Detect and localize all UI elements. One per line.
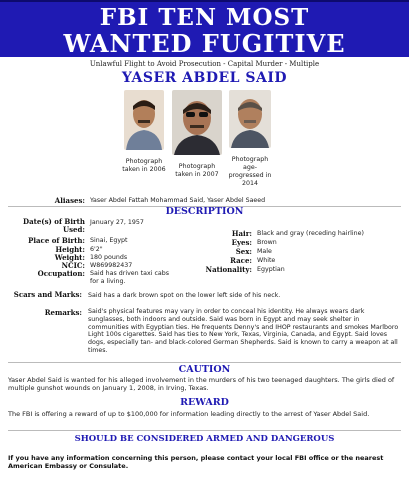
photo-caption: Photograph age-progressed in 2014 — [228, 156, 272, 187]
portrait-image — [172, 90, 222, 155]
description-heading: DESCRIPTION — [165, 206, 244, 217]
occupation-label: Occupation: — [37, 269, 85, 278]
fugitive-name: YASER ABDEL SAID — [121, 70, 288, 86]
scars-label: Scars and Marks: — [13, 290, 82, 299]
portrait-image — [229, 90, 271, 148]
race-label: Race: — [230, 256, 252, 265]
eyes-value: Brown — [257, 239, 277, 246]
ncic-value: W869982437 — [90, 262, 133, 269]
banner-line-2: WANTED FUGITIVE — [63, 29, 346, 58]
reward-heading: REWARD — [180, 397, 229, 408]
hair-value: Black and gray (receding hairline) — [257, 230, 364, 237]
photo-caption: Photograph taken in 2006 — [122, 158, 166, 173]
caution-heading: CAUTION — [178, 364, 231, 375]
eyes-label: Eyes: — [231, 238, 252, 247]
contact-text: If you have any information concerning this person, please contact your local FBI office or the nearest American Embassy or Consulate. — [8, 454, 384, 471]
photo-caption: Photograph taken in 2007 — [175, 163, 219, 178]
remarks-label: Remarks: — [44, 308, 82, 317]
sex-value: Male — [257, 248, 272, 255]
birthplace-label: Place of Birth: — [28, 236, 85, 245]
height-value: 6'2" — [90, 246, 103, 253]
sex-label: Sex: — [235, 247, 252, 256]
banner-line-1: FBI TEN MOST — [99, 4, 310, 31]
photo-2006 — [124, 90, 164, 150]
photo-age-progressed-2014 — [229, 90, 271, 148]
portrait-image — [124, 90, 164, 150]
caution-text: Yaser Abdel Said is wanted for his alleged involvement in the murders of his two teenaged daughters. The girls died of multiple gunshot wounds on January 1, 2008, in Irving, Texas. — [8, 376, 395, 393]
height-label: Height: — [55, 245, 85, 254]
nationality-value: Egyptian — [257, 266, 285, 273]
birthplace-value: Sinai, Egypt — [90, 237, 128, 244]
offense-text: Unlawful Flight to Avoid Prosecution - Capital Murder - Multiple — [89, 60, 320, 68]
dob-label: Date(s) of Birth Used: — [23, 217, 85, 234]
race-value: White — [257, 257, 276, 264]
weight-label: Weight: — [54, 253, 85, 262]
scars-value: Said has a dark brown spot on the lower left side of his neck. — [88, 292, 281, 299]
occupation-value: Said has driven taxi cabs for a living. — [90, 270, 170, 285]
aliases-label: Aliases: — [54, 196, 85, 205]
remarks-value: Said's physical features may vary in order to conceal his identity. He always wears dark sunglasses, both indoors and outside. Said was born in Egypt and may seek shelter in communities with Egyptian ties. He frequents Denny's and IHOP restaurants and smokes Marlboro Light 100s cigarettes. Said has ties to New York, Texas, Virginia, Canada, and Egypt. Said loves dogs, especially tan- and black-colored German Shepherds. Said is known to carry a weapon at all times. — [88, 308, 399, 354]
armed-warning: SHOULD BE CONSIDERED ARMED AND DANGEROUS — [74, 434, 335, 444]
hair-label: Hair: — [231, 229, 252, 238]
weight-value: 180 pounds — [90, 254, 128, 261]
divider — [8, 362, 401, 363]
reward-text: The FBI is offering a reward of up to $100,000 for information leading directly to the arrest of Yaser Abdel Said. — [8, 410, 370, 418]
divider — [8, 430, 401, 431]
dob-value: January 27, 1957 — [90, 219, 144, 226]
photo-2007 — [172, 90, 222, 155]
nationality-label: Nationality: — [205, 265, 252, 274]
ncic-label: NCIC: — [61, 261, 85, 270]
aliases-value: Yaser Abdel Fattah Mohammad Said, Yaser Abdel Saeed — [90, 197, 266, 204]
title-banner — [0, 0, 409, 57]
